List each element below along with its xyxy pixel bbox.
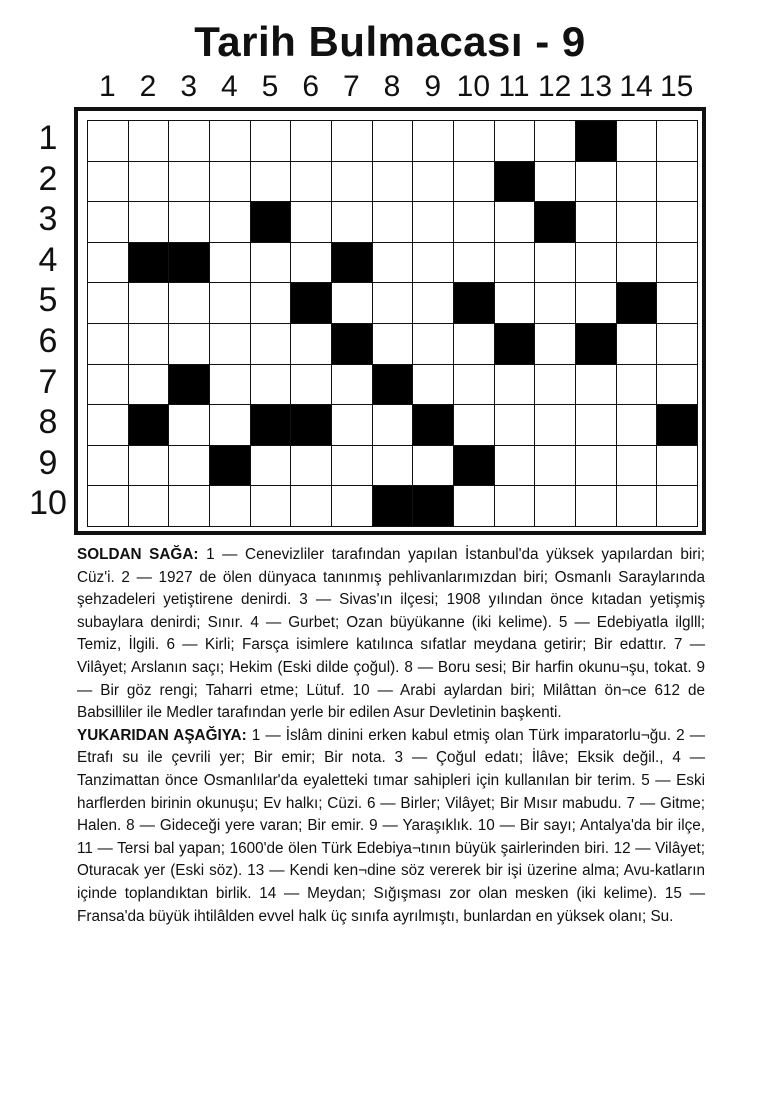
- grid-cell[interactable]: [454, 162, 495, 203]
- column-label-12: 12: [537, 70, 572, 103]
- grid-cell[interactable]: [169, 202, 210, 243]
- grid-cell[interactable]: [495, 243, 536, 284]
- grid-cell[interactable]: [332, 121, 373, 162]
- grid-cell[interactable]: [535, 121, 576, 162]
- row-label-5: 5: [38, 281, 58, 320]
- grid-cell[interactable]: [129, 283, 170, 324]
- grid-cell[interactable]: [617, 365, 658, 406]
- grid-cell[interactable]: [373, 202, 414, 243]
- across-clues: [77, 544, 705, 725]
- grid-cell[interactable]: [251, 162, 292, 203]
- grid-cell[interactable]: [657, 243, 698, 284]
- row-label-9: 9: [38, 443, 58, 482]
- across-text: 1 — Cenevizliler tarafından yapılan İstanbul'da yüksek yapılardan biri; Cüz'i. 2 — 1927 de ölen dünyaca tanınmış pehlivanlarımızdan biri; Osmanlı Saraylarında şehzadeleri yetiştirene denirdi. 3 — Sivas'ın ilçesi; 1908 yılından önce kıtadan yetişmiş subaylara denirdi; Sınır. 4 — Gurbet; Ozan büyükanne (iki kelime). 5 — Edebiyatla ilglll; Temiz, İlgili. 6 — Kirli; Farsça isimlere katılınca sıfatlar meydana getirir; Bir edattır. 7 — Vilâyet; Arslanın saçı; Hekim (Eski dilde çoğul). 8 — Boru sesi; Bir harfin okunu¬şu, tokat. 9 — Bir göz rengi; Taharri etme; Lütuf. 10 — Arabi aylardan biri; Milâttan ön¬ce 612 de Babsilliler ile Medler tarafından yerle bir edilen Asur Devletinin başkenti.: [77, 546, 705, 722]
- grid-cell[interactable]: [373, 283, 414, 324]
- grid-cell[interactable]: [332, 283, 373, 324]
- grid-cell[interactable]: [454, 405, 495, 446]
- grid-cell[interactable]: [291, 486, 332, 527]
- grid-cell[interactable]: [657, 446, 698, 487]
- grid-cell[interactable]: [576, 405, 617, 446]
- grid-cell[interactable]: [576, 446, 617, 487]
- grid-cell[interactable]: [413, 365, 454, 406]
- grid-cell[interactable]: [373, 243, 414, 284]
- row-label-7: 7: [38, 362, 58, 401]
- grid-cell[interactable]: [617, 324, 658, 365]
- column-label-2: 2: [139, 70, 157, 103]
- crossword-grid: [87, 120, 698, 527]
- row-label-4: 4: [38, 240, 58, 279]
- clues-section: [77, 544, 705, 928]
- grid-cell[interactable]: [88, 162, 129, 203]
- grid-cell[interactable]: [617, 243, 658, 284]
- row-label-2: 2: [38, 159, 58, 198]
- grid-cell[interactable]: [88, 365, 129, 406]
- grid-cell[interactable]: [373, 446, 414, 487]
- grid-cell[interactable]: [535, 446, 576, 487]
- grid-cell[interactable]: [454, 243, 495, 284]
- black-cell: [291, 405, 332, 446]
- grid-cell[interactable]: [251, 243, 292, 284]
- grid-cell[interactable]: [169, 162, 210, 203]
- grid-cell[interactable]: [251, 486, 292, 527]
- black-cell: [129, 405, 170, 446]
- grid-cell[interactable]: [576, 202, 617, 243]
- grid-cell[interactable]: [657, 283, 698, 324]
- grid-cell[interactable]: [576, 365, 617, 406]
- black-cell: [535, 202, 576, 243]
- column-label-4: 4: [220, 70, 238, 103]
- grid-cell[interactable]: [129, 162, 170, 203]
- column-label-8: 8: [383, 70, 401, 103]
- row-label-6: 6: [38, 322, 58, 360]
- grid-cell[interactable]: [129, 202, 170, 243]
- grid-cell[interactable]: [88, 446, 129, 487]
- grid-cell[interactable]: [251, 283, 292, 324]
- black-cell: [332, 324, 373, 365]
- row-label-10: 10: [29, 484, 67, 523]
- grid-cell[interactable]: [332, 446, 373, 487]
- grid-cell[interactable]: [210, 365, 251, 406]
- grid-cell[interactable]: [169, 405, 210, 446]
- grid-cell[interactable]: [129, 365, 170, 406]
- grid-cell[interactable]: [88, 324, 129, 365]
- black-cell: [454, 446, 495, 487]
- black-cell: [495, 324, 536, 365]
- black-cell: [454, 283, 495, 324]
- grid-cell[interactable]: [576, 162, 617, 203]
- grid-cell[interactable]: [210, 283, 251, 324]
- grid-cell[interactable]: [413, 446, 454, 487]
- column-labels: [0, 70, 780, 106]
- grid-cell[interactable]: [88, 202, 129, 243]
- black-cell: [129, 243, 170, 284]
- grid-cell[interactable]: [576, 243, 617, 284]
- grid-cell[interactable]: [535, 486, 576, 527]
- grid-cell[interactable]: [617, 405, 658, 446]
- grid-cell[interactable]: [251, 446, 292, 487]
- grid-cell[interactable]: [617, 121, 658, 162]
- grid-cell[interactable]: [413, 324, 454, 365]
- grid-cell[interactable]: [413, 121, 454, 162]
- grid-cell[interactable]: [88, 405, 129, 446]
- grid-cell[interactable]: [617, 446, 658, 487]
- column-label-5: 5: [261, 70, 279, 103]
- grid-cell[interactable]: [413, 283, 454, 324]
- row-label-1: 1: [38, 119, 58, 157]
- grid-cell[interactable]: [210, 121, 251, 162]
- grid-cell[interactable]: [495, 365, 536, 406]
- grid-cell[interactable]: [373, 162, 414, 203]
- black-cell: [413, 405, 454, 446]
- grid-cell[interactable]: [373, 324, 414, 365]
- black-cell: [617, 283, 658, 324]
- grid-cell[interactable]: [535, 283, 576, 324]
- column-label-14: 14: [619, 70, 653, 103]
- black-cell: [373, 486, 414, 527]
- column-label-10: 10: [456, 70, 491, 103]
- grid-cell[interactable]: [617, 486, 658, 527]
- grid-cell[interactable]: [413, 243, 454, 284]
- grid-cell[interactable]: [495, 202, 536, 243]
- grid-cell[interactable]: [210, 405, 251, 446]
- grid-cell[interactable]: [576, 283, 617, 324]
- grid-cell[interactable]: [657, 324, 698, 365]
- grid-cell[interactable]: [169, 446, 210, 487]
- grid-cell[interactable]: [332, 365, 373, 406]
- grid-cell[interactable]: [210, 162, 251, 203]
- grid-cell[interactable]: [169, 324, 210, 365]
- grid-cell[interactable]: [454, 121, 495, 162]
- black-cell: [210, 446, 251, 487]
- grid-cell[interactable]: [291, 365, 332, 406]
- grid-cell[interactable]: [129, 324, 170, 365]
- grid-cell[interactable]: [210, 324, 251, 365]
- grid-cell[interactable]: [251, 365, 292, 406]
- column-label-7: 7: [342, 70, 360, 103]
- grid-cell[interactable]: [332, 405, 373, 446]
- black-cell: [169, 243, 210, 284]
- row-label-3: 3: [38, 200, 58, 239]
- grid-cell[interactable]: [535, 324, 576, 365]
- black-cell: [576, 121, 617, 162]
- down-text: 1 — İslâm dinini erken kabul etmiş olan Türk imparatorlu¬ğu. 2 — Etrafı su ile çevrili yer; Bir emir; Bir nota. 3 — Çoğul edatı; İlâve; Eksik değil., 4 — Tanzimattan önce Osmanlılar'da eyaletteki tımar sahipleri için kullanılan bir terim. 5 — Eski harflerden birinin okunuşu; Ev halkı; Cüzi. 6 — Birler; Vilâyet; Bir Mısır mabudu. 7 — Gitme; Halen. 8 — Gideceği yere varan; Bir emir. 9 — Yaraşıklık. 10 — Bir sayı; Antalya'da bir ilçe, 11 — Tersi bal yapan; 1600'de ölen Türk Edebiya¬tının büyük şairlerinden biri. 12 — Vilâyet; Oturacak yer (Eski söz). 13 — Kendi ken¬dine söz vererek bir işi üzerine alma; Avu-katların içinde toplandıktan birlik. 14 — Meydan; Sığışması zor olan mesken (iki kelime). 15 — Fransa'da büyük ihtilâlden evvel halk üç sınıfa ayrılmıştı, bunlardan en yüksek olanı; Su.: [77, 726, 705, 925]
- grid-cell[interactable]: [657, 162, 698, 203]
- black-cell: [413, 486, 454, 527]
- column-label-1: 1: [98, 70, 116, 103]
- grid-cell[interactable]: [129, 446, 170, 487]
- grid-cell[interactable]: [169, 486, 210, 527]
- grid-cell[interactable]: [251, 121, 292, 162]
- grid-cell[interactable]: [454, 324, 495, 365]
- grid-cell[interactable]: [169, 121, 210, 162]
- grid-cell[interactable]: [332, 202, 373, 243]
- grid-cell[interactable]: [657, 202, 698, 243]
- black-cell: [495, 162, 536, 203]
- grid-cell[interactable]: [210, 243, 251, 284]
- row-label-8: 8: [38, 403, 58, 442]
- grid-cell[interactable]: [291, 446, 332, 487]
- grid-cell[interactable]: [495, 405, 536, 446]
- grid-cell[interactable]: [88, 486, 129, 527]
- grid-cell[interactable]: [291, 243, 332, 284]
- grid-cell[interactable]: [657, 486, 698, 527]
- column-label-3: 3: [180, 70, 197, 103]
- grid-cell[interactable]: [169, 283, 210, 324]
- row-labels: [20, 118, 76, 528]
- grid-cell[interactable]: [535, 243, 576, 284]
- grid-cell[interactable]: [251, 324, 292, 365]
- grid-cell[interactable]: [373, 405, 414, 446]
- grid-cell[interactable]: [617, 162, 658, 203]
- grid-cell[interactable]: [454, 486, 495, 527]
- grid-cell[interactable]: [454, 202, 495, 243]
- grid-cell[interactable]: [495, 446, 536, 487]
- grid-cell[interactable]: [129, 486, 170, 527]
- grid-cell[interactable]: [495, 283, 536, 324]
- down-clues: [77, 725, 705, 928]
- grid-cell[interactable]: [291, 202, 332, 243]
- column-label-15: 15: [659, 70, 694, 103]
- grid-cell[interactable]: [413, 202, 454, 243]
- grid-cell[interactable]: [373, 121, 414, 162]
- grid-cell[interactable]: [210, 202, 251, 243]
- black-cell: [332, 243, 373, 284]
- puzzle-title: Tarih Bulmacası - 9: [194, 18, 586, 65]
- grid-cell[interactable]: [210, 486, 251, 527]
- grid-cell[interactable]: [495, 121, 536, 162]
- grid-cell[interactable]: [291, 162, 332, 203]
- grid-cell[interactable]: [291, 121, 332, 162]
- column-label-13: 13: [578, 70, 613, 103]
- black-cell: [291, 283, 332, 324]
- column-label-9: 9: [424, 70, 441, 103]
- grid-cell[interactable]: [88, 243, 129, 284]
- grid-cell[interactable]: [617, 202, 658, 243]
- grid-cell[interactable]: [454, 365, 495, 406]
- across-heading: SOLDAN SAĞA:: [77, 546, 199, 563]
- black-cell: [251, 405, 292, 446]
- column-label-6: 6: [302, 70, 319, 103]
- black-cell: [657, 405, 698, 446]
- grid-cell[interactable]: [332, 486, 373, 527]
- grid-cell[interactable]: [535, 405, 576, 446]
- column-label-11: 11: [498, 70, 530, 103]
- grid-cell[interactable]: [657, 365, 698, 406]
- grid-cell[interactable]: [576, 486, 617, 527]
- grid-cell[interactable]: [535, 365, 576, 406]
- grid-cell[interactable]: [657, 121, 698, 162]
- grid-cell[interactable]: [535, 162, 576, 203]
- black-cell: [169, 365, 210, 406]
- black-cell: [576, 324, 617, 365]
- down-heading: YUKARIDAN AŞAĞIYA:: [77, 726, 247, 744]
- grid-cell[interactable]: [413, 162, 454, 203]
- grid-cell[interactable]: [291, 324, 332, 365]
- black-cell: [373, 365, 414, 406]
- grid-cell[interactable]: [129, 121, 170, 162]
- black-cell: [251, 202, 292, 243]
- grid-cell[interactable]: [88, 121, 129, 162]
- grid-cell[interactable]: [332, 162, 373, 203]
- crossword-frame: [74, 107, 706, 535]
- grid-cell[interactable]: [495, 486, 536, 527]
- grid-cell[interactable]: [88, 283, 129, 324]
